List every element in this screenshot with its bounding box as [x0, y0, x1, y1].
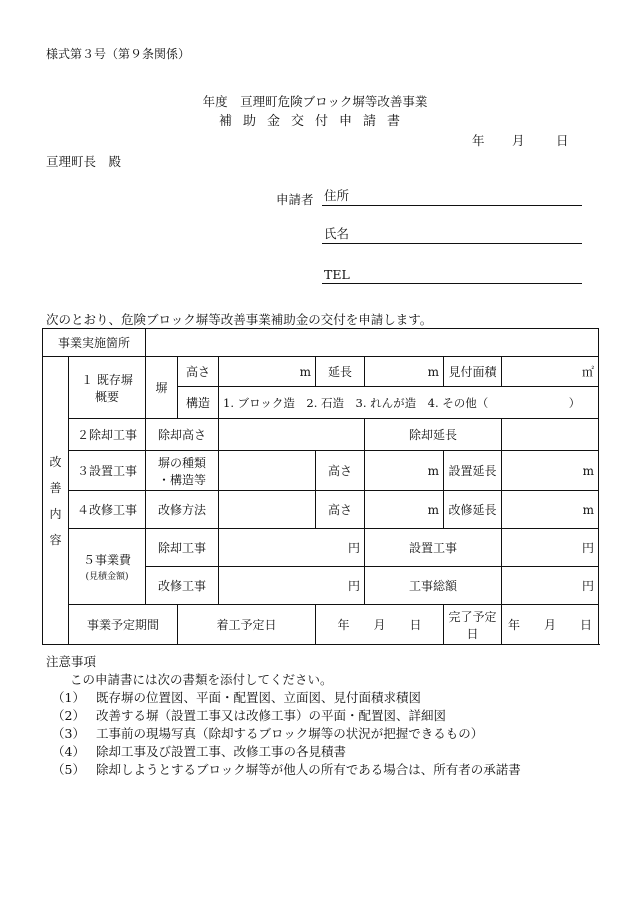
installation-work-label: ３設置工事: [69, 451, 146, 491]
existing-wall-label: １ 既存塀 概要: [69, 357, 146, 419]
structure-label: 構造: [178, 387, 219, 419]
removal-cost-input[interactable]: 円: [219, 529, 365, 567]
addressee: 亘理町長 殿: [46, 154, 122, 169]
renovation-cost-input[interactable]: 円: [219, 567, 365, 605]
existing-height-input[interactable]: m: [219, 357, 316, 387]
address-label: 住所: [324, 188, 350, 203]
wall-type-label: 塀の種類 ・構造等: [146, 451, 219, 491]
installation-height-label: 高さ: [316, 451, 365, 491]
wall-label: 塀: [146, 357, 178, 419]
notes-intro: この申請書には次の書類を添付してください。: [70, 672, 333, 687]
note-item: （2） 改善する塀（設置工事又は改修工事）の平面・配置図、詳細図: [52, 708, 447, 723]
date-day: 日: [555, 133, 569, 148]
name-label: 氏名: [324, 226, 350, 241]
tel-label: TEL: [324, 267, 350, 282]
installation-length-input[interactable]: m: [502, 451, 599, 491]
document-title: 補助金交付申請書: [218, 114, 411, 129]
total-cost-input[interactable]: 円: [502, 567, 599, 605]
application-date: [472, 131, 568, 149]
applicant-label: 申請者: [276, 192, 314, 207]
start-date-label: 着工予定日: [178, 605, 316, 645]
existing-length-label: 延長: [316, 357, 365, 387]
end-date-label: 完了予定日: [444, 605, 502, 645]
note-item: （3） 工事前の現場写真（除却するブロック塀等の状況が把握できるもの）: [52, 726, 484, 741]
removal-length-label: 除却延長: [365, 419, 502, 451]
installation-length-label: 設置延長: [444, 451, 502, 491]
installation-cost-label: 設置工事: [365, 529, 502, 567]
end-date-input[interactable]: 年 月 日: [502, 605, 599, 645]
renovation-method-label: 改修方法: [146, 491, 219, 529]
note-item: （5） 除却しようとするブロック塀等が他人の所有である場合は、所有者の承諾書: [52, 762, 521, 777]
intro-statement: 次のとおり、危険ブロック塀等改善事業補助金の交付を申請します。: [46, 312, 433, 327]
address-field[interactable]: [322, 189, 582, 206]
renovation-work-label: ４改修工事: [69, 491, 146, 529]
installation-cost-input[interactable]: 円: [502, 529, 599, 567]
renovation-height-input[interactable]: m: [365, 491, 444, 529]
removal-length-input[interactable]: [502, 419, 599, 451]
name-field[interactable]: [322, 227, 582, 244]
project-cost-label: ５事業費 (見積金額): [69, 529, 146, 605]
tel-field[interactable]: [322, 267, 582, 284]
renovation-method-input[interactable]: [219, 491, 316, 529]
renovation-cost-label: 改修工事: [146, 567, 219, 605]
note-item: （4） 除却工事及び設置工事、改修工事の各見積書: [52, 744, 347, 759]
date-year: 年: [472, 133, 485, 148]
removal-height-label: 除却高さ: [146, 419, 219, 451]
location-label: 事業実施箇所: [43, 329, 146, 357]
removal-work-label: ２除却工事: [69, 419, 146, 451]
location-input[interactable]: [146, 329, 599, 357]
visible-area-label: 見付面積: [444, 357, 502, 387]
application-table: [42, 328, 599, 645]
notes-heading: 注意事項: [46, 654, 97, 669]
wall-type-input[interactable]: [219, 451, 316, 491]
renovation-length-input[interactable]: m: [502, 491, 599, 529]
existing-length-input[interactable]: m: [365, 357, 444, 387]
note-item: （1） 既存塀の位置図、平面・配置図、立面図、見付面積求積図: [52, 690, 422, 705]
removal-height-input[interactable]: [219, 419, 365, 451]
removal-cost-label: 除却工事: [146, 529, 219, 567]
schedule-label: 事業予定期間: [69, 605, 178, 645]
renovation-height-label: 高さ: [316, 491, 365, 529]
renovation-length-label: 改修延長: [444, 491, 502, 529]
visible-area-input[interactable]: ㎡: [502, 357, 599, 387]
installation-height-input[interactable]: m: [365, 451, 444, 491]
title-line-1: 年度 亘理町危険ブロック塀等改善事業: [202, 94, 428, 109]
form-number: 様式第３号（第９条関係）: [46, 47, 191, 61]
total-cost-label: 工事総額: [365, 567, 502, 605]
structure-options[interactable]: 1. ブロック造 2. 石造 3. れんが造 4. その他（ ）: [219, 387, 599, 419]
date-month: 月: [511, 133, 525, 148]
improvement-content-label: 改 善 内 容: [43, 357, 69, 645]
start-date-input[interactable]: 年 月 日: [316, 605, 444, 645]
existing-height-label: 高さ: [178, 357, 219, 387]
